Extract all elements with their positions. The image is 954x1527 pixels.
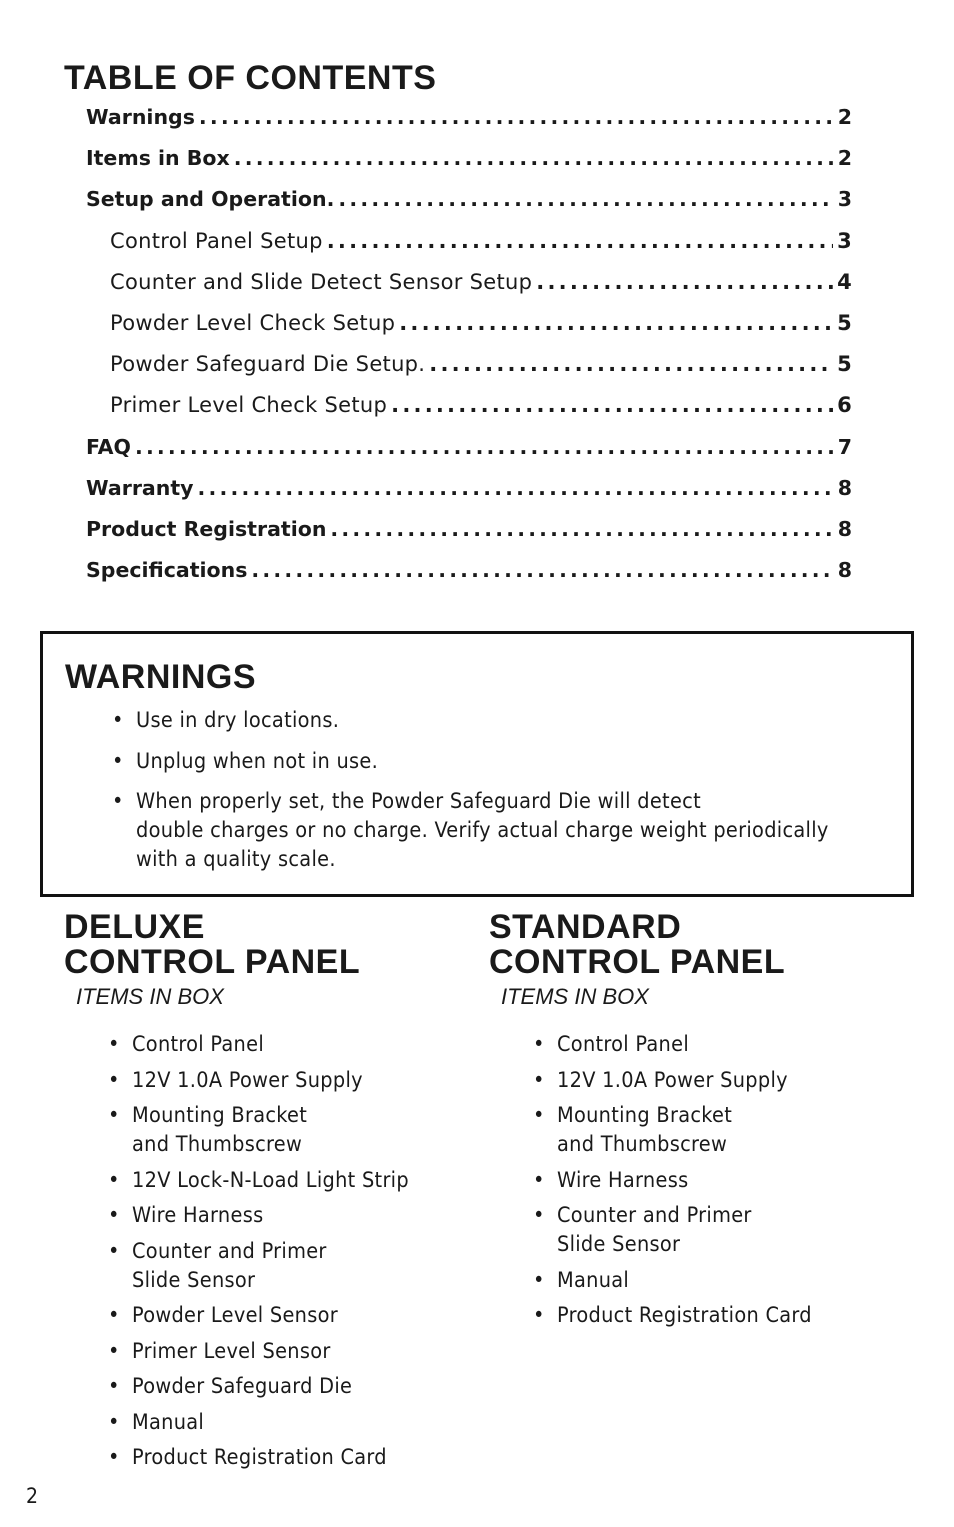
toc-leader-dots [251, 558, 833, 582]
toc-entry[interactable] [86, 393, 852, 434]
bullet-icon: • [108, 1445, 120, 1470]
toc-entry[interactable] [86, 270, 852, 311]
list-item [112, 747, 892, 776]
toc-entry-label: Counter and Slide Detect Sensor Setup [110, 269, 533, 294]
toc-entry[interactable] [86, 311, 852, 352]
table-of-contents [86, 105, 852, 599]
list-item [108, 1166, 484, 1195]
list-item-text: Use in dry locations. [136, 708, 340, 733]
list-item-text: Product Registration Card [557, 1303, 812, 1328]
list-item [108, 1066, 484, 1095]
toc-entry-page: 8 [837, 475, 852, 500]
bullet-icon: • [108, 1238, 120, 1264]
list-item [108, 1408, 484, 1437]
toc-entry[interactable] [86, 105, 852, 146]
list-item-text: Wire Harness [557, 1167, 689, 1193]
toc-entry-page: 6 [837, 393, 852, 418]
bullet-icon: • [108, 1338, 120, 1364]
list-item-text: Mounting Bracket [557, 1103, 733, 1128]
toc-entry[interactable] [86, 517, 852, 558]
toc-entry-page: 4 [837, 269, 852, 294]
toc-leader-dots [330, 517, 833, 541]
warnings-title: WARNINGS [65, 658, 256, 696]
toc-entry-label: Primer Level Check Setup [110, 393, 388, 418]
standard-subtitle: ITEMS IN BOX [501, 984, 649, 1009]
toc-entry[interactable] [86, 435, 852, 476]
bullet-icon: • [533, 1203, 545, 1228]
list-item [533, 1201, 929, 1259]
bullet-icon: • [533, 1267, 545, 1293]
list-item-text: Control Panel [557, 1032, 689, 1057]
list-item-text: Manual [557, 1267, 630, 1293]
bullet-icon: • [112, 708, 124, 733]
toc-entry-label: Specifications [86, 558, 248, 583]
standard-items-section [489, 910, 929, 1337]
page-number: 2 [26, 1484, 39, 1508]
toc-entry-label: Warranty [86, 475, 194, 500]
toc-leader-dots [234, 146, 834, 170]
toc-entry-page: 5 [837, 352, 852, 377]
list-item [108, 1030, 484, 1059]
bullet-icon: • [108, 1067, 120, 1093]
toc-entry-label: Items in Box [86, 146, 230, 171]
toc-entry-page: 8 [837, 516, 852, 541]
toc-entry-label: Setup and Operation. [86, 187, 335, 212]
standard-title [489, 910, 929, 980]
bullet-icon: • [108, 1409, 120, 1435]
toc-leader-dots [338, 187, 833, 211]
list-item [533, 1101, 929, 1159]
list-item-text: and Thumbscrew [557, 1132, 728, 1157]
list-item [108, 1372, 484, 1401]
list-item-text: Counter and Primer [557, 1203, 752, 1228]
deluxe-title-line2: CONTROL PANEL [64, 943, 361, 981]
toc-entry[interactable] [86, 558, 852, 599]
warnings-list [112, 706, 892, 886]
bullet-icon: • [533, 1103, 545, 1128]
toc-entry[interactable] [86, 352, 852, 393]
standard-title-line2: CONTROL PANEL [489, 943, 786, 981]
list-item [108, 1201, 484, 1230]
toc-entry-label: Powder Level Check Setup [110, 310, 396, 335]
toc-entry-label: Control Panel Setup [110, 228, 323, 253]
list-item [108, 1337, 484, 1366]
list-item-text: Primer Level Sensor [132, 1338, 331, 1364]
list-item [108, 1443, 484, 1472]
list-item [533, 1266, 929, 1295]
list-item [108, 1301, 484, 1330]
bullet-icon: • [108, 1303, 120, 1328]
toc-leader-dots [391, 393, 833, 417]
list-item-text: Unplug when not in use. [136, 748, 379, 774]
toc-entry-label: FAQ [86, 434, 131, 459]
toc-entry-page: 2 [837, 146, 852, 171]
bullet-icon: • [108, 1203, 120, 1228]
deluxe-subtitle: ITEMS IN BOX [76, 984, 224, 1009]
list-item-text: and Thumbscrew [132, 1132, 303, 1157]
bullet-icon: • [533, 1067, 545, 1093]
standard-title-line1: STANDARD [489, 908, 682, 946]
bullet-icon: • [533, 1167, 545, 1193]
toc-entry-page: 8 [837, 558, 852, 583]
list-item [108, 1237, 484, 1295]
deluxe-items-list [108, 1030, 484, 1472]
standard-items-list [533, 1030, 929, 1330]
toc-entry-page: 2 [837, 105, 852, 129]
toc-leader-dots [199, 105, 834, 129]
toc-entry[interactable] [86, 476, 852, 517]
bullet-icon: • [533, 1032, 545, 1057]
toc-entry-page: 7 [837, 434, 852, 459]
toc-entry[interactable] [86, 146, 852, 187]
list-item-text: When properly set, the Powder Safeguard Die will detect [136, 789, 701, 814]
list-item-text: Slide Sensor [557, 1232, 681, 1257]
toc-leader-dots [536, 270, 833, 294]
list-item-text: Powder Safeguard Die [132, 1374, 353, 1399]
list-item-text: Wire Harness [132, 1203, 264, 1228]
list-item-text: Mounting Bracket [132, 1103, 308, 1128]
list-item-text: 12V 1.0A Power Supply [557, 1067, 788, 1093]
list-item-text: with a quality scale. [136, 847, 336, 872]
list-item-text: double charges or no charge. Verify actual charge weight periodically [136, 818, 829, 843]
toc-entry-page: 5 [837, 310, 852, 335]
deluxe-title [64, 910, 484, 980]
list-item-text: 12V Lock-N-Load Light Strip [132, 1167, 409, 1193]
list-item-text: 12V 1.0A Power Supply [132, 1067, 363, 1093]
bullet-icon: • [112, 748, 124, 774]
bullet-icon: • [108, 1103, 120, 1128]
list-item [533, 1301, 929, 1330]
toc-title: TABLE OF CONTENTS [64, 59, 437, 97]
deluxe-items-section [64, 910, 484, 1479]
bullet-icon: • [108, 1167, 120, 1193]
list-item-text: Control Panel [132, 1032, 264, 1057]
toc-entry-label: Warnings [86, 105, 195, 129]
list-item-text: Counter and Primer [132, 1238, 327, 1264]
toc-leader-dots [429, 352, 833, 376]
toc-entry[interactable] [86, 187, 852, 228]
toc-entry-label: Powder Safeguard Die Setup. [110, 352, 426, 377]
toc-entry[interactable] [86, 229, 852, 270]
bullet-icon: • [108, 1374, 120, 1399]
list-item [533, 1066, 929, 1095]
bullet-icon: • [108, 1032, 120, 1057]
toc-entry-label: Product Registration [86, 516, 327, 541]
toc-entry-page: 3 [837, 228, 852, 253]
list-item-text: Slide Sensor [132, 1267, 256, 1293]
warnings-box [40, 631, 914, 897]
list-item [112, 787, 892, 874]
list-item-text: Manual [132, 1409, 205, 1435]
bullet-icon: • [533, 1303, 545, 1328]
bullet-icon: • [112, 789, 124, 814]
list-item [533, 1030, 929, 1059]
toc-leader-dots [135, 435, 834, 459]
toc-leader-dots [198, 476, 834, 500]
toc-leader-dots [399, 311, 833, 335]
list-item-text: Product Registration Card [132, 1445, 387, 1470]
list-item [108, 1101, 484, 1159]
list-item [533, 1166, 929, 1195]
toc-leader-dots [327, 229, 833, 253]
deluxe-title-line1: DELUXE [64, 908, 205, 946]
toc-entry-page: 3 [837, 187, 852, 212]
list-item [112, 706, 892, 735]
list-item-text: Powder Level Sensor [132, 1303, 338, 1328]
